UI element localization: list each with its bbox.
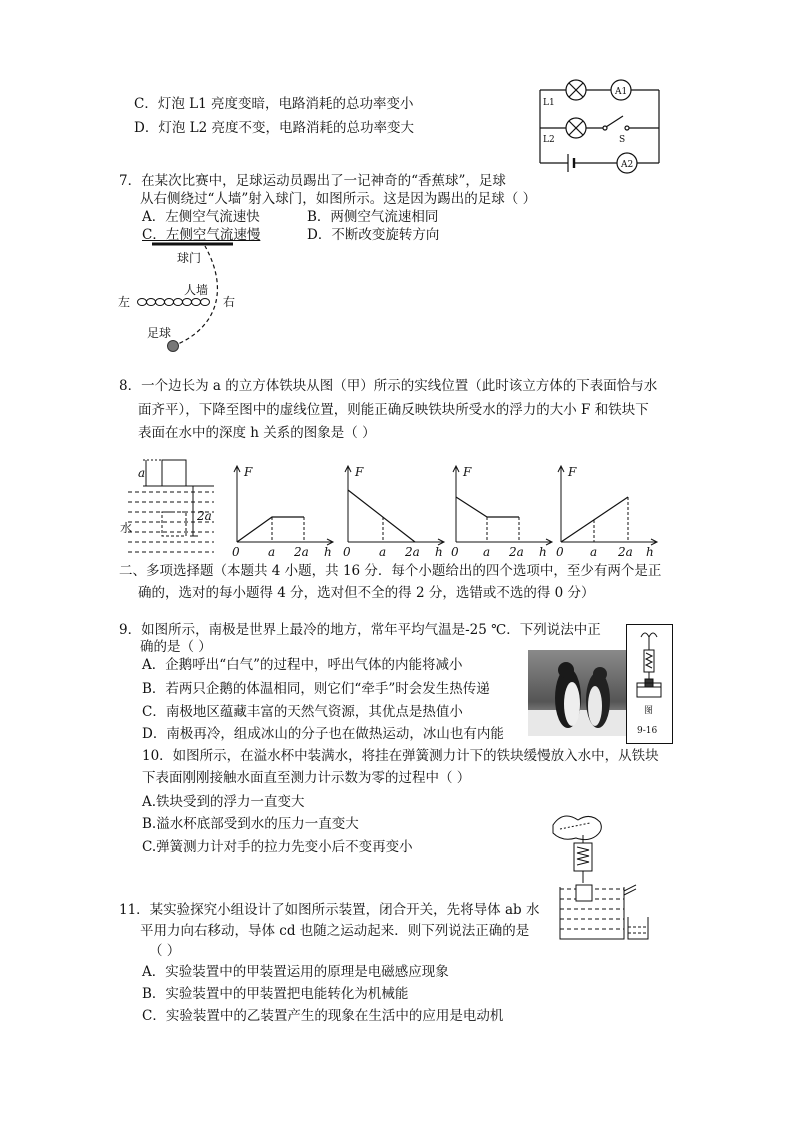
origin: 0: [451, 545, 459, 559]
q9-stem-line1: 9．如图所示，南极是世界上最冷的地方，常年平均气温是-25 ℃．下列说法中正: [119, 622, 601, 638]
q9-option-c: C．南极地区蕴藏丰富的天然气资源，其优点是热值小: [142, 704, 463, 720]
axis-f: F: [568, 465, 577, 479]
graph-c: [451, 462, 556, 557]
q11-stem-line2: 平用力向右移动，导体 cd 也随之运动起来．则下列说法正确的是: [140, 923, 530, 939]
label-l1: L1: [543, 98, 555, 108]
q6-option-c: C．灯泡 L1 亮度变暗，电路消耗的总功率变小: [134, 96, 414, 112]
q11-option-a: A．实验装置中的甲装置运用的原理是电磁感应现象: [142, 964, 449, 980]
q10-option-b: B.溢水杯底部受到水的压力一直变大: [142, 816, 359, 832]
label-water: 水: [120, 521, 133, 535]
tick-a: a: [379, 545, 387, 559]
q8-stem-line1: 8．一个边长为 a 的立方体铁块从图（甲）所示的实线位置（此时该立方体的下表面恰与水: [119, 378, 658, 394]
axis-h: h: [324, 545, 332, 559]
q9-option-a: A．企鹅呼出“白气”的过程中，呼出气体的内能将减小: [142, 657, 463, 673]
human-wall: [138, 299, 210, 306]
q8-stem-line2: 面齐平），下降至图中的虚线位置，则能正确反映铁块所受水的浮力的大小 F 和铁块下: [138, 402, 649, 418]
label-a: a: [138, 466, 146, 480]
q8-stem-line3: 表面在水中的深度 h 关系的图象是（ ）: [138, 425, 376, 441]
q10-option-c: C.弹簧测力计对手的拉力先变小后不变再变小: [142, 839, 413, 855]
axis-f: F: [244, 465, 253, 479]
graph-a: [232, 462, 337, 557]
q10-stem-line2: 下表面刚刚接触水面直至测力计示数为零的过程中（ ）: [142, 770, 471, 786]
label-a2: A2: [621, 160, 634, 170]
q9-option-b: B．若两只企鹅的体温相同，则它们“牵手”时会发生热传递: [142, 681, 490, 697]
axis-f: F: [355, 465, 364, 479]
tick-a: a: [268, 545, 276, 559]
q6-option-d: D．灯泡 L2 亮度不变，电路消耗的总功率变大: [134, 120, 414, 136]
origin: 0: [556, 545, 564, 559]
figure-9-16-box: [626, 624, 673, 744]
q9-stem-line2: 确的是（ ）: [140, 639, 212, 655]
axis-h: h: [646, 545, 654, 559]
label-ball: 足球: [147, 326, 172, 340]
axis-f: F: [463, 465, 472, 479]
q9-option-d: D．南极再冷，组成冰山的分子也在做热运动，冰山也有内能: [142, 726, 504, 742]
penguin-photo: [528, 650, 626, 736]
label-right: 右: [223, 295, 236, 309]
q7-option-b: B．两侧空气流速相同: [307, 209, 439, 225]
q8-cube-diagram: [118, 452, 218, 557]
origin: 0: [343, 545, 351, 559]
q10-stem-line1: 10．如图所示，在溢水杯中装满水，将挂在弹簧测力计下的铁块缓慢放入水中，从铁块: [142, 748, 659, 764]
tick-2a: 2a: [294, 545, 309, 559]
label-wall: 人墙: [184, 283, 209, 297]
q11-stem-line3: （ ）: [149, 943, 181, 959]
label-s: S: [619, 135, 626, 145]
label-l2: L2: [543, 135, 555, 145]
q7-option-c: C．左侧空气流速慢: [142, 227, 261, 243]
tick-a: a: [590, 545, 598, 559]
axis-h: h: [435, 545, 443, 559]
q10-option-a: A.铁块受到的浮力一直变大: [142, 794, 305, 810]
q11-stem-line1: 11．某实验探究小组设计了如图所示装置，闭合开关，先将导体 ab 水: [119, 902, 540, 918]
q7-stem-line2: 从右侧绕过“人墙”射入球门，如图所示。这是因为踢出的足球（ ）: [140, 191, 537, 207]
graph-b: [343, 462, 448, 557]
figure-caption-1: 图: [644, 706, 654, 716]
axis-h: h: [539, 545, 547, 559]
q7-stem-line1: 7．在某次比赛中，足球运动员踢出了一记神奇的“香蕉球”，足球: [119, 173, 506, 189]
tick-a: a: [483, 545, 491, 559]
label-2a: 2a: [197, 509, 212, 523]
section2-heading-line1: 二、多项选择题（本题共 4 小题，共 16 分．每个小题给出的四个选项中，至少有两个是正: [119, 563, 662, 579]
tick-2a: 2a: [509, 545, 524, 559]
origin: 0: [232, 545, 240, 559]
label-goal: 球门: [177, 251, 202, 265]
section2-heading-line2: 确的，选对的每小题得 4 分，选对但不全的得 2 分，选错或不选的得 0 分）: [138, 585, 595, 601]
q10-overflow-cup-diagram: [548, 805, 663, 945]
q7-option-d: D．不断改变旋转方向: [307, 227, 440, 243]
q7-option-a: A．左侧空气流速快: [142, 209, 260, 225]
graph-d: [556, 462, 661, 557]
tick-2a: 2a: [618, 545, 633, 559]
q6-circuit-diagram: [535, 78, 665, 178]
tick-2a: 2a: [405, 545, 420, 559]
label-a1: A1: [615, 87, 628, 97]
q11-option-c: C．实验装置中的乙装置产生的现象在生活中的应用是电动机: [142, 1008, 504, 1024]
ball-icon: [168, 341, 179, 352]
q7-banana-kick-diagram: [115, 242, 245, 357]
figure-caption-2: 9-16: [637, 726, 658, 736]
q11-option-b: B．实验装置中的甲装置把电能转化为机械能: [142, 986, 409, 1002]
label-left: 左: [118, 295, 131, 309]
